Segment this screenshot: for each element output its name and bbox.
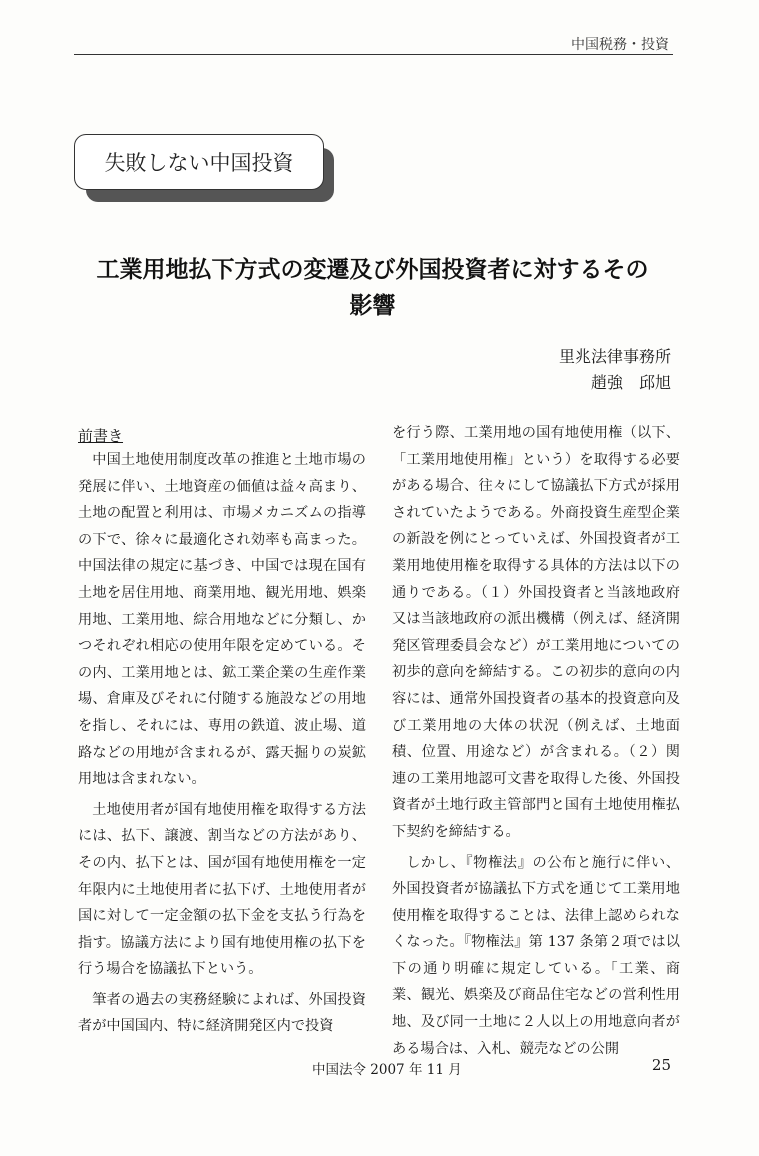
left-column xyxy=(78,425,366,1040)
paragraph: しかし、『物権法』の公布と施行に伴い、外国投資者が協議払下方式を通じて工業用地使用権を取得することは、法律上認められなくなった。『物権法』第 137 条第２項では以下の通り明確に規定している。「工業、商業、観光、娯楽及び商品住宅などの営利性用地、及び同一土地に２人以上の用地意向者がある場合は、入札、競売などの公開 xyxy=(392,854,680,1057)
article-title xyxy=(70,252,675,324)
paragraph: 中国土地使用制度改革の推進と土地市場の発展に伴い、土地資産の価値は益々高まり、土地の配置と利用は、市場メカニズムの指導の下で、徐々に最適化され効率も高まった。中国法律の規定に基づき、中国では現在国有土地を居住用地、商業用地、観光用地、娯楽用地、工業用地、綜合用地などに分類し、かつそれぞれ相応の使用年限を定めている。その内、工業用地とは、鉱工業企業の生産作業場、倉庫及びそれに付随する施設などの用地を指し、それには、専用の鉄道、波止場、道路などの用地が含まれるが、露天掘りの炭鉱用地は含まれない。 xyxy=(78,452,366,788)
series-banner: 失敗しない中国投資 xyxy=(74,134,324,190)
author-organization: 里兆法律事務所 xyxy=(558,347,671,366)
byline xyxy=(559,344,671,396)
title-line-1: 工業用地払下方式の変遷及び外国投資者に対するその xyxy=(96,257,649,283)
header-rule xyxy=(74,54,673,55)
paragraph: を行う際、工業用地の国有地使用権（以下、「工業用地使用権」という）を取得する必要がある場合、往々にして協議払下方式が採用されていたようである。外商投資生産型企業の新設を例にとっていえば、外国投資者が工業用地使用権を取得する具体的方法は以下の通りである。（１）外国投資者と当該地政府又は当該地政府の派出機構（例えば、経済開発区管理委員会など）が工業用地についての初歩的意向を締結する。この初歩的意向の内容には、通常外国投資者の基本的投資意向及び工業用地の大体の状況（例えば、土地面積、位置、用途など）が含まれる。（２）関連の工業用地認可文書を取得した後、外国投資者が土地行政主管部門と国有土地使用権払下契約を締結する。 xyxy=(392,425,680,840)
running-header: 中国税務・投資 xyxy=(571,37,669,53)
title-line-2: 影響 xyxy=(349,293,396,319)
footer-publication: 中国法令 2007 年 11 月 xyxy=(312,1062,462,1078)
paragraph: 土地使用者が国有地使用権を取得する方法には、払下、譲渡、割当などの方法があり、その内、払下とは、国が国有地使用権を一定年限内に土地使用者に払下げ、土地使用者が国に対して一定金額の払下金を支払う行為を指す。協議方法により国有地使用権の払下を行う場合を協議払下という。 xyxy=(78,801,366,978)
right-column xyxy=(392,420,680,1062)
author-names: 趙強 邱旭 xyxy=(590,373,671,392)
section-heading: 前書き xyxy=(78,427,124,445)
page-number: 25 xyxy=(651,1056,671,1074)
paragraph: 筆者の過去の実務経験によれば、外国投資者が中国国内、特に経済開発区内で投資 xyxy=(78,991,366,1035)
